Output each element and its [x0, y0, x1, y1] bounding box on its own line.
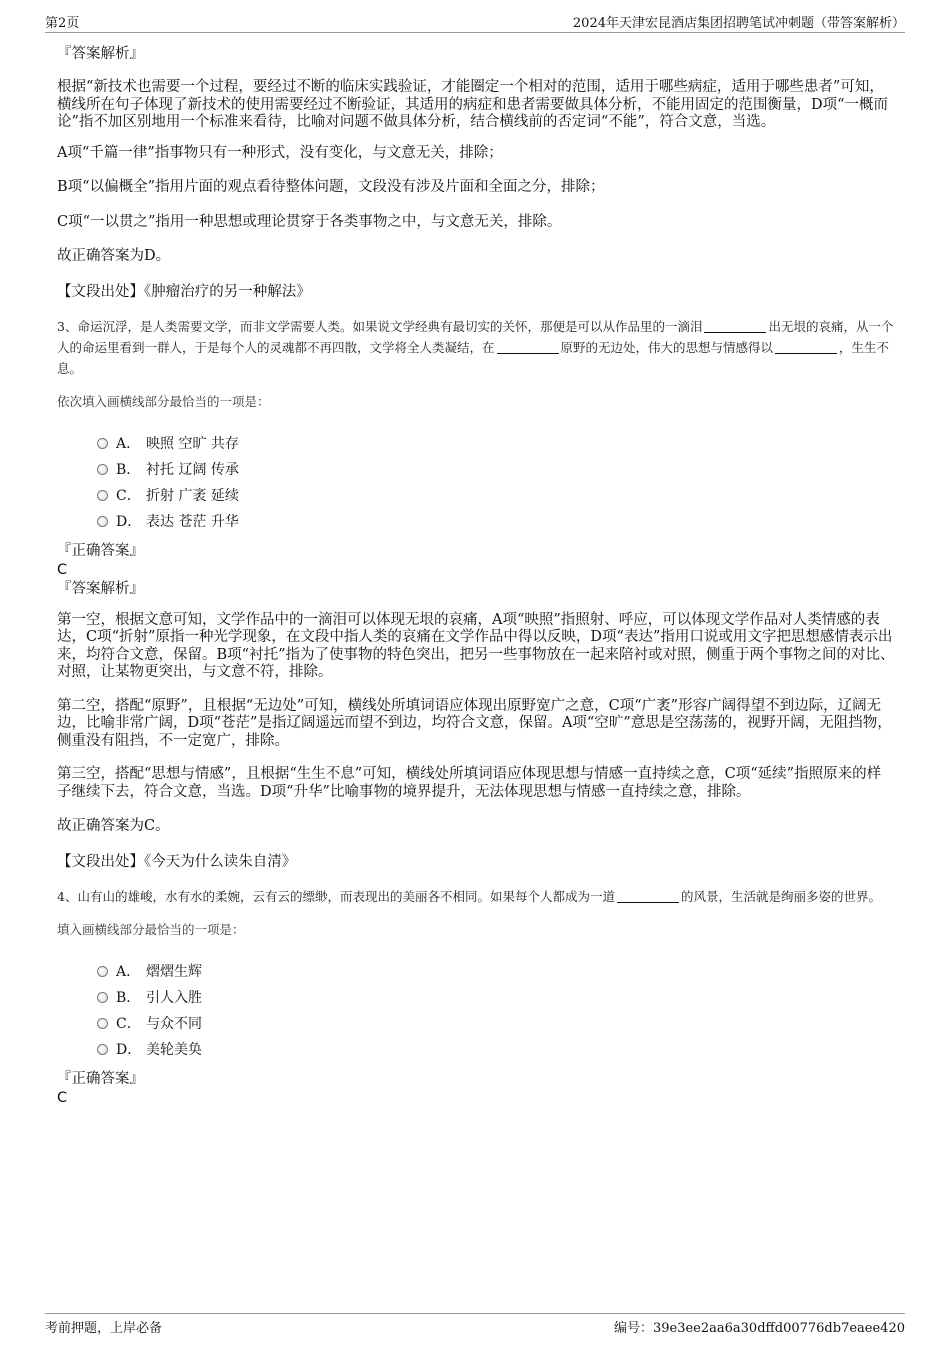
option-a[interactable]: A． 映照 空旷 共存 [97, 431, 895, 457]
document-body [57, 44, 895, 1107]
page-footer [45, 1317, 905, 1337]
question-4-instruction: 填入画横线部分最恰当的一项是： [57, 921, 245, 937]
analysis-paragraph: B项“以偏概全”指用片面的观点看待整体问题，文段没有涉及片面和全面之分，排除； [57, 179, 605, 195]
source-citation: 【文段出处】《肿瘤治疗的另一种解法》 [57, 283, 311, 300]
radio-button[interactable] [97, 464, 108, 475]
footer-slogan: 考前押题，上岸必备 [45, 1321, 163, 1336]
analysis-conclusion: 故正确答案为C。 [57, 818, 170, 834]
analysis-paragraph: 根据“新技术也需要一个过程，要经过不断的临床实践验证，才能圈定一个相对的范围，适用于哪些病症，适用于哪些患者”可知，横线所在句子体现了新技术的使用需要经过不断验证，其适用的病症和患者需要做具体分析，不能用固定的范围衡量，D项“一概而论”指不加区别地用一个标准来看待，比喻对问题不做具体分析，结合横线前的否定词“不能”，符合文意，当选。 [57, 79, 889, 130]
option-d[interactable]: D． 美轮美奂 [97, 1037, 895, 1063]
correct-answer-tag: 『正确答案』 [57, 1070, 144, 1087]
question-3-stem: 3、命运沉浮，是人类需要文学，而非文学需要人类。如果说文学经典有最切实的关怀，那便是可以从作品里的一滴泪 出无垠的哀痛，从一个人的命运里看到一群人，于是每个人的灵魂都不再四散，文学将全人类凝结，在 原野的无边处，伟大的思想与情感得以 ，生生不息。 [57, 318, 894, 376]
page-number: 第2页 [45, 16, 80, 31]
page-header [45, 12, 905, 32]
fill-blank [617, 890, 679, 903]
correct-answer: C [57, 561, 68, 578]
fill-blank [704, 320, 766, 333]
analysis-paragraph: 第一空，根据文意可知，文学作品中的一滴泪可以体现无垠的哀痛，A项“映照”指照射、呼应，可以体现文学作品对人类情感的表达，C项“折射”原指一种光学现象，在文段中指人类的哀痛在文学作品中得以反映，D项“表达”指用口说或用文字把思想感情表示出来，均符合文意，保留。B项“衬托”指为了使事物的特色突出，把另一些事物放在一起来陪衬或对照，侧重于两个事物之间的对比、对照，让某物更突出，与文意不符，排除。 [57, 611, 895, 680]
analysis-conclusion: 故正确答案为D。 [57, 248, 171, 264]
radio-button[interactable] [97, 1018, 108, 1029]
option-b[interactable]: B． 衬托 辽阔 传承 [97, 457, 895, 483]
radio-button[interactable] [97, 992, 108, 1003]
question-4-options [97, 959, 895, 1063]
fill-blank [497, 341, 559, 354]
correct-answer: C [57, 1089, 68, 1106]
option-b[interactable]: B． 引人入胜 [97, 985, 895, 1011]
source-citation: 【文段出处】《今天为什么读朱自清》 [57, 853, 297, 870]
radio-button[interactable] [97, 966, 108, 977]
analysis-paragraph: 第三空，搭配“思想与情感”，且根据“生生不息”可知，横线处所填词语应体现思想与情感一直持续之意，C项“延续”指照原来的样子继续下去，符合文意，当选。D项“升华”比喻事物的境界提升，无法体现思想与情感一直持续之意，排除。 [57, 766, 882, 800]
option-c[interactable]: C． 与众不同 [97, 1011, 895, 1037]
document-title: 2024年天津宏昆酒店集团招聘笔试冲刺题（带答案解析） [572, 16, 905, 31]
radio-button[interactable] [97, 1044, 108, 1055]
radio-button[interactable] [97, 516, 108, 527]
analysis-paragraph: 第二空，搭配“原野”，且根据“无边处”可知，横线处所填词语应体现出原野宽广之意，C项“广袤”形容广阔得望不到边际，辽阔无边，比喻非常广阔，D项“苍茫”是指辽阔遥远而望不到边，均符合文意，保留。A项“空旷”意思是空荡荡的，视野开阔，无阻挡物，侧重没有阻挡，不一定宽广，排除。 [57, 697, 892, 749]
option-c[interactable]: C． 折射 广袤 延续 [97, 483, 895, 509]
radio-button[interactable] [97, 438, 108, 449]
header-divider [45, 32, 905, 33]
analysis-tag: 『答案解析』 [57, 46, 144, 62]
analysis-paragraph: C项“一以贯之”指用一种思想或理论贯穿于各类事物之中，与文意无关，排除。 [57, 213, 562, 230]
document-id: 编号：39e3ee2aa6a30dffd00776db7eaee420 [613, 1321, 905, 1336]
question-3-instruction: 依次填入画横线部分最恰当的一项是： [57, 393, 270, 409]
radio-button[interactable] [97, 490, 108, 501]
fill-blank [775, 341, 837, 354]
option-a[interactable]: A． 熠熠生辉 [97, 959, 895, 985]
analysis-paragraph: A项“千篇一律”指事物只有一种形式，没有变化，与文意无关，排除； [57, 144, 503, 161]
question-3-options [97, 431, 895, 535]
analysis-tag: 『答案解析』 [57, 580, 144, 597]
option-d[interactable]: D． 表达 苍茫 升华 [97, 509, 895, 535]
question-4-stem: 4、山有山的雄峻，水有水的柔婉，云有云的缥缈，而表现出的美丽各不相同。如果每个人都成为一道 的风景，生活就是绚丽多姿的世界。 [57, 888, 881, 904]
footer-divider [45, 1313, 905, 1314]
correct-answer-tag: 『正确答案』 [57, 542, 144, 559]
